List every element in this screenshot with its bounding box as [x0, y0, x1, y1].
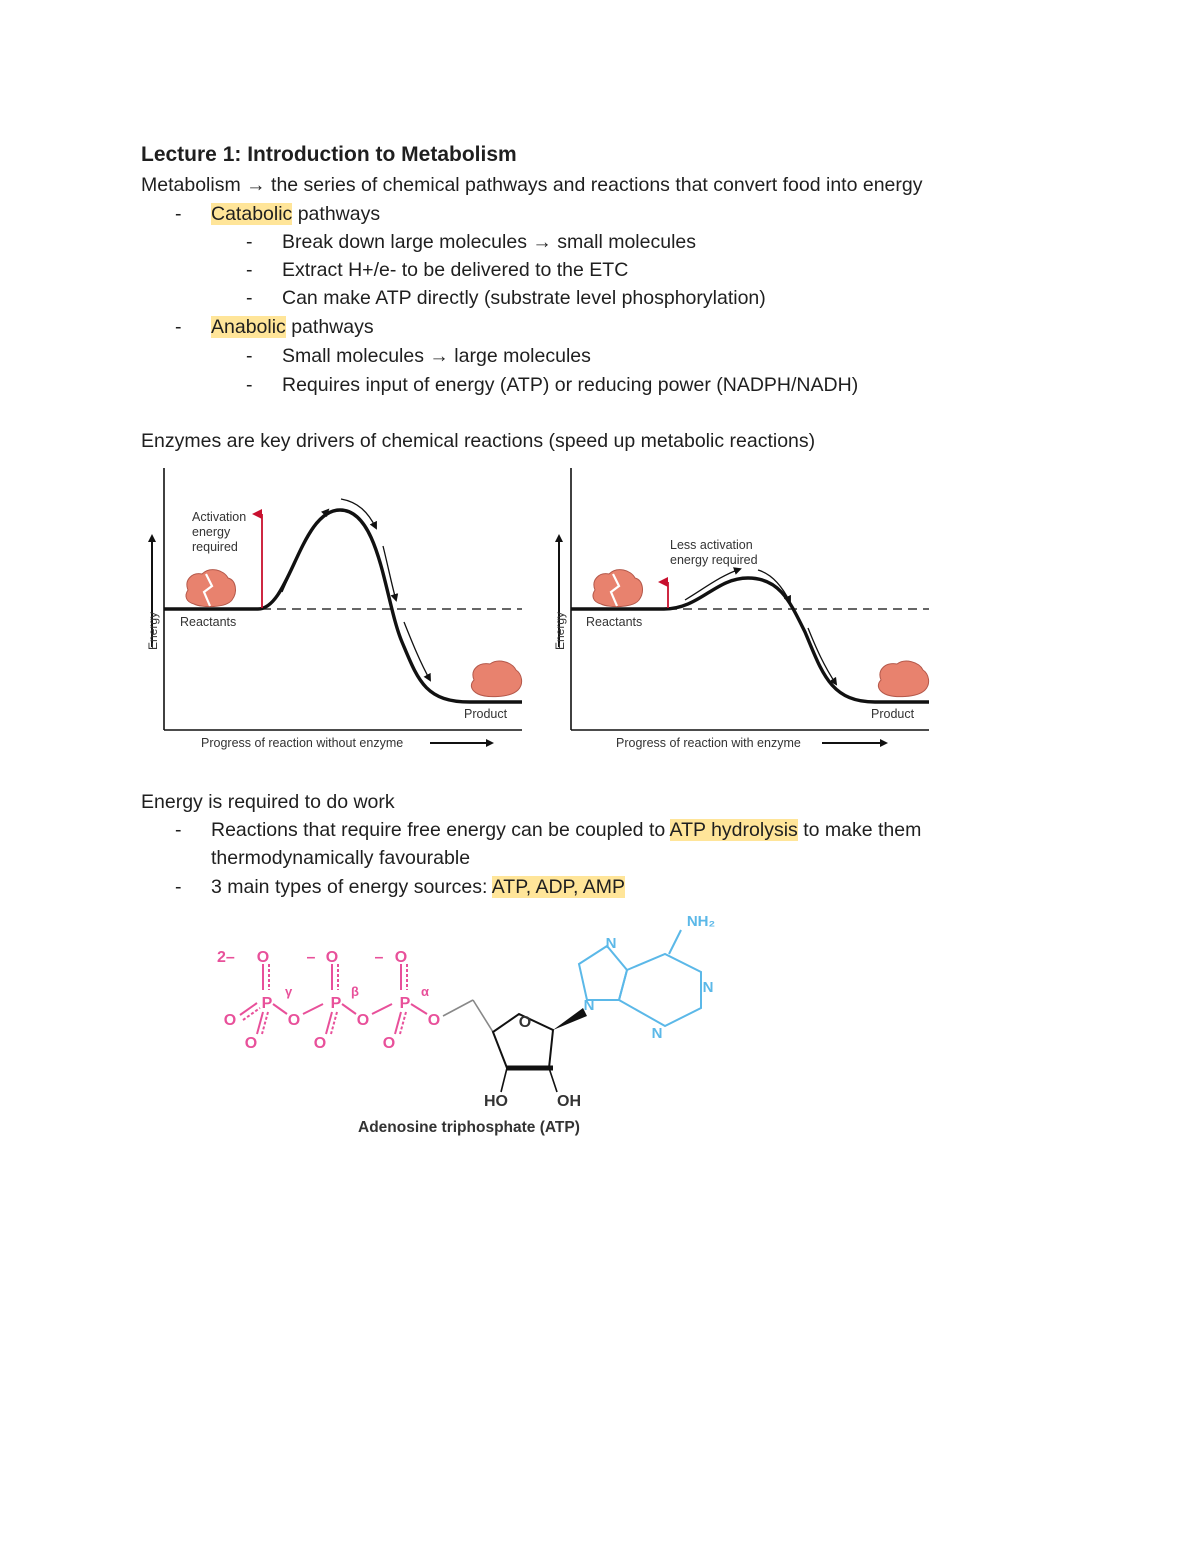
beta-label: β — [351, 984, 359, 999]
reactants-label: Reactants — [586, 615, 643, 629]
y-axis-label: Energy — [553, 611, 567, 650]
atp-caption: Adenosine triphosphate (ATP) — [358, 1119, 580, 1136]
progress-arrow — [808, 628, 836, 684]
energy-point-text: Reactions that require free energy can be coupled to — [211, 819, 670, 841]
catabolic-point: Extract H+/e- to be delivered to the ETC — [282, 259, 629, 281]
product-label: Product — [871, 707, 915, 721]
progress-arrow — [282, 510, 328, 592]
anabolic-term: Anabolic — [211, 316, 286, 338]
progress-arrow — [383, 546, 396, 600]
product-label: Product — [464, 707, 508, 721]
anabolic-rest: pathways — [285, 316, 374, 338]
progress-arrow — [341, 499, 376, 528]
bullet-dash: - — [175, 316, 182, 338]
adenine-rings — [579, 930, 701, 1026]
energy-heading: Energy is required to do work — [141, 791, 395, 813]
energy-point-1-continued: thermodynamically favourable — [211, 847, 471, 869]
bullet-dash: - — [175, 203, 182, 225]
oxygen-label: O — [325, 949, 339, 966]
left-energy-diagram — [146, 468, 522, 750]
energy-sources-highlight: ATP, ADP, AMP — [491, 876, 626, 898]
product-molecule — [471, 661, 521, 697]
sugar-bonds — [443, 1000, 493, 1032]
alpha-label: α — [421, 984, 429, 999]
bullet-dash: - — [246, 287, 253, 309]
oxygen-label: O — [394, 949, 408, 966]
atp-hydrolysis-highlight: ATP hydrolysis — [669, 819, 798, 841]
atp-charge: 2– — [217, 949, 235, 966]
bridging-oxygen: O — [287, 1012, 301, 1029]
minus-sign: – — [374, 949, 384, 966]
nitrogen-label: N — [583, 997, 595, 1014]
right-energy-diagram — [553, 468, 929, 750]
reactant-molecule — [593, 570, 642, 607]
gamma-label: γ — [285, 984, 293, 999]
activation-annotation: Activation energy required — [192, 510, 247, 554]
x-axis-label: Progress of reaction without enzyme — [201, 736, 404, 750]
anabolic-heading — [211, 316, 374, 339]
oxygen-label: O — [313, 1035, 327, 1052]
nitrogen-label: N — [702, 979, 714, 996]
atp-structure — [205, 900, 745, 1145]
anabolic-point: Small molecules → large molecules — [282, 345, 591, 367]
phosphorus-alpha: P — [399, 995, 411, 1012]
energy-diagrams — [140, 462, 940, 762]
bridging-oxygen: O — [356, 1012, 370, 1029]
energy-point-2 — [211, 876, 625, 899]
catabolic-term: Catabolic — [211, 203, 293, 225]
amine-label: NH₂ — [686, 913, 716, 930]
hydroxyl-label: OH — [557, 1093, 581, 1110]
bullet-dash: - — [246, 231, 253, 253]
phosphorus-gamma: P — [261, 995, 273, 1012]
reactants-label: Reactants — [180, 615, 237, 629]
progress-arrow — [685, 569, 740, 600]
catabolic-rest: pathways — [292, 203, 381, 225]
page-title: Lecture 1: Introduction to Metabolism — [141, 143, 517, 166]
x-axis-label: Progress of reaction with enzyme — [616, 736, 801, 750]
catabolic-point: Break down large molecules → small molecules — [282, 231, 697, 253]
reactant-molecule — [186, 570, 235, 607]
bullet-dash: - — [246, 259, 253, 281]
nitrogen-label: N — [651, 1025, 663, 1042]
glycosidic-wedge — [553, 1008, 587, 1030]
enzymes-line: Enzymes are key drivers of chemical reactions (speed up metabolic reactions) — [141, 430, 816, 452]
y-axis-label: Energy — [146, 611, 160, 650]
minus-sign: – — [306, 949, 316, 966]
bullet-dash: - — [246, 345, 253, 367]
bridging-oxygen: O — [427, 1012, 441, 1029]
product-molecule — [878, 661, 928, 697]
oxygen-label: O — [244, 1035, 258, 1052]
anabolic-point: Requires input of energy (ATP) or reducing power (NADPH/NADH) — [282, 374, 859, 396]
hydroxyl-label: HO — [484, 1093, 508, 1110]
energy-point-text: 3 main types of energy sources: — [211, 876, 492, 898]
bullet-dash: - — [246, 374, 253, 396]
oxygen-label: O — [256, 949, 270, 966]
phosphorus-beta: P — [330, 995, 342, 1012]
activation-annotation: Less activation energy required — [670, 538, 758, 567]
catabolic-heading — [211, 203, 380, 226]
energy-point-text: to make them — [797, 819, 922, 841]
energy-point-1 — [211, 819, 921, 842]
metabolism-definition: Metabolism → the series of chemical pathways and reactions that convert food into energy — [141, 174, 923, 196]
bullet-dash: - — [175, 819, 182, 841]
ring-oxygen: O — [518, 1014, 532, 1031]
progress-arrow — [404, 622, 430, 680]
bullet-dash: - — [175, 876, 182, 898]
oxygen-label: O — [223, 1012, 237, 1029]
oxygen-label: O — [382, 1035, 396, 1052]
nitrogen-label: N — [605, 935, 617, 952]
catabolic-point: Can make ATP directly (substrate level phosphorylation) — [282, 287, 766, 309]
